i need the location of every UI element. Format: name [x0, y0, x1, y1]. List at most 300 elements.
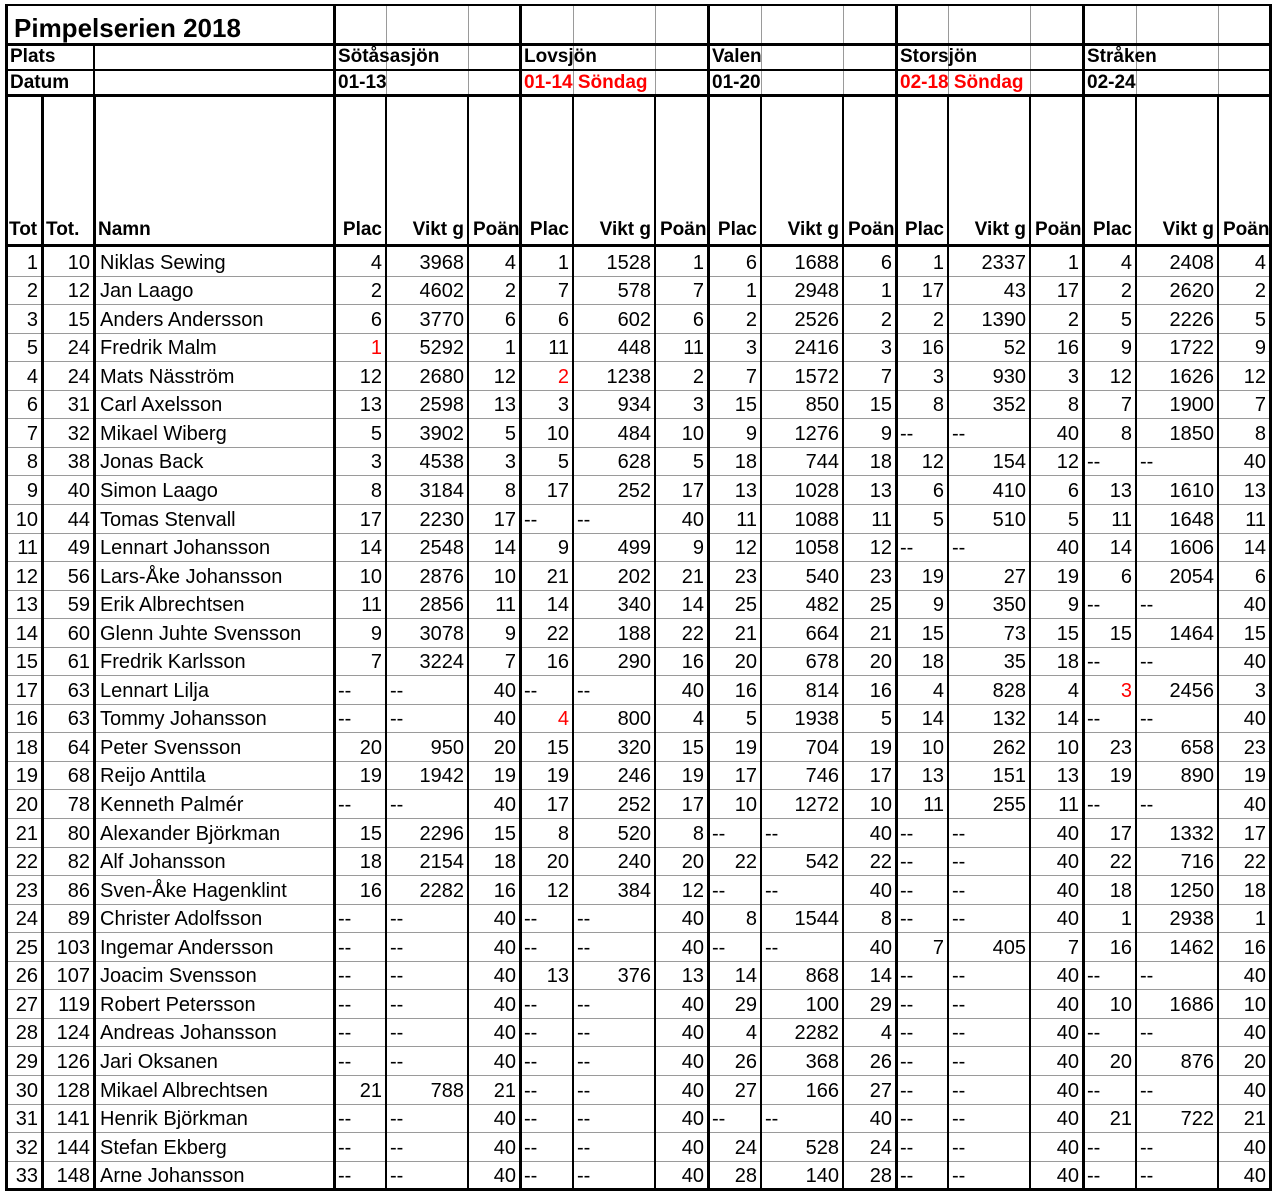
poang-cell: 40	[1056, 908, 1079, 930]
poang-cell: 21	[681, 566, 704, 588]
poang-cell: 40	[681, 1051, 704, 1073]
plac-cell: --	[900, 1165, 914, 1187]
poang-cell: 40	[1056, 1165, 1079, 1187]
vikt-cell: 2598	[419, 394, 464, 416]
rank-cell: 16	[15, 708, 38, 730]
column-header-plac: Plac	[904, 219, 944, 240]
poang-cell: 40	[681, 1165, 704, 1187]
vikt-cell: 73	[1003, 623, 1026, 645]
poang-cell: 14	[681, 594, 704, 616]
poang-cell: 17	[869, 765, 892, 787]
plac-cell: 17	[921, 280, 944, 302]
vikt-cell: --	[765, 880, 779, 902]
plac-cell: 15	[546, 737, 569, 759]
rank-cell: 30	[15, 1080, 38, 1102]
vikt-cell: 1238	[606, 366, 651, 388]
poang-cell: 40	[493, 1051, 516, 1073]
vikt-cell: --	[952, 1137, 966, 1159]
poang-cell: 9	[880, 423, 892, 445]
vikt-cell: 2456	[1169, 680, 1214, 702]
plac-cell: 28	[734, 1165, 757, 1187]
rank-cell: 20	[15, 794, 38, 816]
total-cell: 12	[67, 280, 90, 302]
vikt-cell: 2416	[794, 337, 839, 359]
poang-cell: 19	[681, 765, 704, 787]
plac-cell: --	[712, 823, 726, 845]
vikt-cell: 405	[992, 937, 1026, 959]
poang-cell: 14	[1243, 537, 1266, 559]
sheet-title: Pimpelserien 2018	[14, 13, 241, 43]
plac-cell: 14	[921, 708, 944, 730]
total-cell: 24	[67, 366, 90, 388]
plac-cell: --	[338, 1137, 352, 1159]
plac-cell: --	[524, 1080, 538, 1102]
vikt-cell: --	[952, 423, 966, 445]
name-cell: Jan Laago	[100, 280, 194, 302]
vikt-cell: 52	[1003, 337, 1026, 359]
poang-cell: 3	[1254, 680, 1266, 702]
plac-cell: 12	[546, 880, 569, 902]
poang-cell: 9	[692, 537, 704, 559]
poang-cell: 11	[1058, 794, 1079, 816]
poang-cell: 4	[1254, 252, 1266, 274]
poang-cell: 29	[869, 994, 892, 1016]
poang-cell: 6	[1254, 566, 1266, 588]
poang-cell: 40	[493, 1022, 516, 1044]
plac-cell: --	[1087, 1165, 1101, 1187]
vikt-cell: 166	[805, 1080, 839, 1102]
rank-cell: 18	[15, 737, 38, 759]
vikt-cell: 3224	[419, 651, 464, 673]
plac-cell: 3	[745, 337, 757, 359]
vikt-cell: --	[1140, 651, 1154, 673]
vikt-cell: 520	[617, 823, 651, 845]
vikt-cell: 744	[805, 451, 839, 473]
poang-cell: 2	[880, 309, 892, 331]
rank-cell: 33	[15, 1165, 38, 1187]
plac-cell: 1	[1120, 908, 1132, 930]
vikt-cell: --	[952, 1108, 966, 1130]
poang-cell: 7	[880, 366, 892, 388]
vikt-cell: 1028	[794, 480, 839, 502]
name-cell: Tommy Johansson	[100, 708, 267, 730]
plac-cell: --	[1087, 651, 1101, 673]
vikt-cell: --	[1140, 451, 1154, 473]
name-cell: Erik Albrechtsen	[100, 594, 245, 616]
name-cell: Kenneth Palmér	[100, 794, 244, 816]
vikt-cell: --	[1140, 594, 1154, 616]
plac-cell: 17	[1109, 823, 1132, 845]
poang-cell: 12	[1056, 451, 1079, 473]
vikt-cell: 2948	[794, 280, 839, 302]
poang-cell: 40	[1243, 594, 1266, 616]
column-header-poang: Poän	[1035, 219, 1082, 240]
poang-cell: 2	[1067, 309, 1079, 331]
vikt-cell: --	[765, 1108, 779, 1130]
plac-cell: --	[338, 965, 352, 987]
column-header-vikt: Vikt g	[599, 219, 651, 240]
vikt-cell: 1332	[1169, 823, 1214, 845]
plac-cell: 12	[359, 366, 382, 388]
rank-cell: 7	[26, 423, 38, 445]
name-cell: Peter Svensson	[100, 737, 242, 759]
plac-cell: --	[338, 1108, 352, 1130]
poang-cell: 11	[683, 337, 704, 359]
poang-cell: 4	[1067, 680, 1079, 702]
vikt-cell: 2337	[981, 252, 1026, 274]
poang-cell: 1	[692, 252, 704, 274]
plac-cell: 4	[932, 680, 944, 702]
vikt-cell: --	[577, 994, 591, 1016]
plac-cell: 7	[370, 651, 382, 673]
plac-cell: --	[338, 937, 352, 959]
total-cell: 124	[56, 1022, 90, 1044]
vikt-cell: 930	[992, 366, 1026, 388]
poang-cell: 40	[681, 937, 704, 959]
plac-cell: 16	[1109, 937, 1132, 959]
poang-cell: 13	[681, 965, 704, 987]
vikt-cell: 43	[1003, 280, 1026, 302]
poang-cell: 3	[504, 451, 516, 473]
vikt-cell: 1850	[1169, 423, 1214, 445]
plac-cell: 22	[1109, 851, 1132, 873]
name-cell: Henrik Björkman	[100, 1108, 248, 1130]
poang-cell: 40	[493, 680, 516, 702]
poang-cell: 3	[692, 394, 704, 416]
plac-cell: 3	[557, 394, 569, 416]
total-cell: 119	[58, 994, 90, 1016]
vikt-cell: --	[952, 1022, 966, 1044]
vikt-cell: --	[1140, 794, 1154, 816]
vikt-cell: --	[952, 908, 966, 930]
name-cell: Anders Andersson	[100, 309, 264, 331]
plac-cell: 21	[1109, 1108, 1132, 1130]
plac-cell: 9	[557, 537, 569, 559]
plac-cell: 12	[1109, 366, 1132, 388]
vikt-cell: --	[1140, 1080, 1154, 1102]
vikt-cell: 2296	[419, 823, 464, 845]
poang-cell: 40	[1243, 794, 1266, 816]
rank-cell: 11	[17, 537, 38, 559]
competition-date: 01-13	[338, 72, 387, 93]
competition-date: 01-20	[712, 72, 761, 93]
vikt-cell: 788	[430, 1080, 464, 1102]
plac-cell: 29	[734, 994, 757, 1016]
competition-name: Valen	[712, 46, 762, 67]
plac-cell: 18	[359, 851, 382, 873]
poang-cell: 7	[1254, 394, 1266, 416]
poang-cell: 40	[1056, 851, 1079, 873]
total-cell: 80	[67, 823, 90, 845]
total-cell: 61	[67, 651, 90, 673]
plac-cell: 16	[359, 880, 382, 902]
poang-cell: 14	[493, 537, 516, 559]
vikt-cell: 499	[617, 537, 651, 559]
plac-cell: 15	[1109, 623, 1132, 645]
plac-cell: 8	[932, 394, 944, 416]
vikt-cell: 510	[992, 509, 1026, 531]
plac-cell: 1	[932, 252, 944, 274]
vikt-cell: --	[577, 937, 591, 959]
vikt-cell: 746	[805, 765, 839, 787]
vikt-cell: 1900	[1169, 394, 1214, 416]
plac-cell: 6	[745, 252, 757, 274]
plac-cell: 5	[1120, 309, 1132, 331]
poang-cell: 7	[692, 280, 704, 302]
vikt-cell: --	[1140, 1137, 1154, 1159]
vikt-cell: 934	[617, 394, 651, 416]
vikt-cell: --	[390, 994, 404, 1016]
plac-cell: 21	[359, 1080, 382, 1102]
plac-cell: --	[1087, 965, 1101, 987]
vikt-cell: --	[577, 1137, 591, 1159]
poang-cell: 14	[1056, 708, 1079, 730]
name-cell: Sven-Åke Hagenklint	[100, 880, 287, 902]
poang-cell: 12	[681, 880, 704, 902]
poang-cell: 15	[1243, 623, 1266, 645]
column-header-poang: Poän	[660, 219, 707, 240]
name-cell: Reijo Anttila	[100, 765, 206, 787]
plac-cell: 14	[359, 537, 382, 559]
plac-cell: 22	[734, 851, 757, 873]
vikt-cell: 4602	[419, 280, 464, 302]
poang-cell: 40	[869, 823, 892, 845]
vikt-cell: 1648	[1169, 509, 1214, 531]
plac-cell: 6	[1120, 566, 1132, 588]
poang-cell: 40	[681, 1022, 704, 1044]
rank-cell: 24	[15, 908, 38, 930]
vikt-cell: --	[390, 794, 404, 816]
vikt-cell: 484	[617, 423, 651, 445]
poang-cell: 5	[880, 708, 892, 730]
plac-cell: --	[712, 1108, 726, 1130]
vikt-cell: --	[577, 509, 591, 531]
vikt-cell: --	[390, 1051, 404, 1073]
poang-cell: 40	[493, 794, 516, 816]
poang-cell: 17	[1056, 280, 1079, 302]
plac-cell: 27	[734, 1080, 757, 1102]
vikt-cell: 35	[1003, 651, 1026, 673]
total-cell: 78	[67, 794, 90, 816]
poang-cell: 19	[869, 737, 892, 759]
plac-cell: 9	[932, 594, 944, 616]
poang-cell: 9	[1067, 594, 1079, 616]
plac-cell: 7	[932, 937, 944, 959]
poang-cell: 40	[681, 908, 704, 930]
vikt-cell: --	[390, 708, 404, 730]
total-cell: 64	[67, 737, 90, 759]
total-cell: 148	[56, 1165, 90, 1187]
plac-cell: 9	[370, 623, 382, 645]
title-cell-divider	[1030, 6, 1031, 44]
rank-cell: 4	[26, 366, 38, 388]
vikt-cell: --	[952, 537, 966, 559]
total-cell: 56	[67, 566, 90, 588]
rank-cell: 19	[15, 765, 38, 787]
poang-cell: 6	[1067, 480, 1079, 502]
plac-cell: --	[900, 1051, 914, 1073]
poang-cell: 25	[869, 594, 892, 616]
vikt-cell: --	[390, 1108, 404, 1130]
poang-cell: 40	[681, 1108, 704, 1130]
vikt-cell: --	[390, 908, 404, 930]
poang-cell: 17	[493, 509, 516, 531]
plac-cell: --	[712, 880, 726, 902]
plac-cell: --	[338, 794, 352, 816]
rank-cell: 8	[26, 451, 38, 473]
vikt-cell: 3078	[419, 623, 464, 645]
vikt-cell: 376	[617, 965, 651, 987]
poang-cell: 40	[1243, 1022, 1266, 1044]
rank-cell: 14	[15, 623, 38, 645]
total-cell: 63	[67, 680, 90, 702]
plac-cell: 8	[745, 908, 757, 930]
poang-cell: 13	[869, 480, 892, 502]
vikt-cell: 1686	[1169, 994, 1214, 1016]
poang-cell: 16	[869, 680, 892, 702]
column-header-poang: Poän	[473, 219, 520, 240]
poang-cell: 11	[871, 509, 892, 531]
vikt-cell: 368	[805, 1051, 839, 1073]
poang-cell: 19	[1056, 566, 1079, 588]
plac-cell: --	[524, 1051, 538, 1073]
vikt-cell: 876	[1180, 1051, 1214, 1073]
poang-cell: 16	[1243, 937, 1266, 959]
vikt-cell: 448	[617, 337, 651, 359]
plac-cell: --	[338, 1051, 352, 1073]
vikt-cell: 1938	[794, 708, 839, 730]
competition-date: 02-24	[1087, 72, 1136, 93]
competition-name: Storsjön	[900, 46, 978, 67]
poang-cell: 12	[1243, 366, 1266, 388]
plac-cell: 24	[734, 1137, 757, 1159]
plac-cell: 18	[734, 451, 757, 473]
vikt-cell: 704	[805, 737, 839, 759]
vikt-cell: 814	[805, 680, 839, 702]
plac-cell: 6	[932, 480, 944, 502]
plac-cell: 6	[370, 309, 382, 331]
vikt-cell: --	[952, 994, 966, 1016]
poang-cell: 9	[1254, 337, 1266, 359]
vikt-cell: 1722	[1169, 337, 1214, 359]
vikt-cell: 1528	[606, 252, 651, 274]
poang-cell: 40	[1243, 965, 1266, 987]
plac-cell: 19	[546, 765, 569, 787]
plac-cell: --	[338, 1165, 352, 1187]
plac-cell: --	[1087, 594, 1101, 616]
poang-cell: 7	[1067, 937, 1079, 959]
vikt-cell: --	[952, 1051, 966, 1073]
vikt-cell: --	[1140, 708, 1154, 730]
plac-cell: 14	[546, 594, 569, 616]
vikt-cell: 188	[617, 623, 651, 645]
vikt-cell: --	[1140, 1165, 1154, 1187]
vikt-cell: 3770	[419, 309, 464, 331]
vikt-cell: 2938	[1169, 908, 1214, 930]
name-cell: Carl Axelsson	[100, 394, 223, 416]
vikt-cell: 262	[992, 737, 1026, 759]
vikt-cell: 1544	[794, 908, 839, 930]
plac-cell: 4	[370, 252, 382, 274]
poang-cell: 8	[1067, 394, 1079, 416]
vikt-cell: --	[577, 908, 591, 930]
vikt-cell: 1058	[794, 537, 839, 559]
name-cell: Niklas Sewing	[100, 252, 226, 274]
poang-cell: 20	[493, 737, 516, 759]
plac-cell: --	[900, 851, 914, 873]
plac-cell: 10	[734, 794, 757, 816]
poang-cell: 40	[681, 509, 704, 531]
poang-cell: 7	[504, 651, 516, 673]
plac-cell: 11	[361, 594, 382, 616]
vikt-cell: 290	[617, 651, 651, 673]
plac-cell: 3	[370, 451, 382, 473]
plats-label: Plats	[10, 46, 56, 67]
poang-cell: 17	[681, 794, 704, 816]
plac-cell: --	[1087, 1080, 1101, 1102]
vikt-cell: 384	[617, 880, 651, 902]
plac-cell: 13	[1109, 480, 1132, 502]
poang-cell: 3	[880, 337, 892, 359]
plac-cell: --	[900, 1108, 914, 1130]
vikt-cell: 154	[992, 451, 1026, 473]
rank-cell: 9	[26, 480, 38, 502]
column-header-name: Namn	[98, 219, 151, 240]
vikt-cell: --	[952, 1080, 966, 1102]
vikt-cell: 602	[617, 309, 651, 331]
vikt-cell: --	[390, 680, 404, 702]
competition-date: 01-14 Söndag	[524, 72, 648, 93]
rank-cell: 27	[15, 994, 38, 1016]
poang-cell: 4	[880, 1022, 892, 1044]
total-cell: 144	[56, 1137, 90, 1159]
poang-cell: 40	[493, 965, 516, 987]
plac-cell: 11	[736, 509, 757, 531]
vikt-cell: 890	[1180, 765, 1214, 787]
plac-cell: 8	[370, 480, 382, 502]
plac-cell: 15	[359, 823, 382, 845]
plac-cell: 9	[745, 423, 757, 445]
plac-cell: 25	[734, 594, 757, 616]
poang-cell: 10	[493, 566, 516, 588]
rank-cell: 12	[15, 566, 38, 588]
vikt-cell: 255	[992, 794, 1026, 816]
vikt-cell: 1572	[794, 366, 839, 388]
vikt-cell: --	[577, 1080, 591, 1102]
plac-cell: --	[524, 1022, 538, 1044]
plac-cell: --	[900, 965, 914, 987]
plac-cell: 20	[359, 737, 382, 759]
plac-cell: 7	[745, 366, 757, 388]
vikt-cell: --	[390, 937, 404, 959]
vikt-cell: 2680	[419, 366, 464, 388]
total-cell: 40	[67, 480, 90, 502]
plac-cell: --	[900, 908, 914, 930]
competition-date: 02-18 Söndag	[900, 72, 1024, 93]
plac-cell: 16	[734, 680, 757, 702]
name-cell: Christer Adolfsson	[100, 908, 263, 930]
poang-cell: 40	[493, 908, 516, 930]
plac-cell: 12	[921, 451, 944, 473]
total-cell: 103	[56, 937, 90, 959]
vikt-cell: 100	[805, 994, 839, 1016]
plac-cell: 2	[370, 280, 382, 302]
poang-cell: 21	[869, 623, 892, 645]
total-cell: 126	[56, 1051, 90, 1073]
poang-cell: 40	[1243, 451, 1266, 473]
plac-cell: 21	[546, 566, 569, 588]
title-cell-divider	[468, 6, 469, 44]
